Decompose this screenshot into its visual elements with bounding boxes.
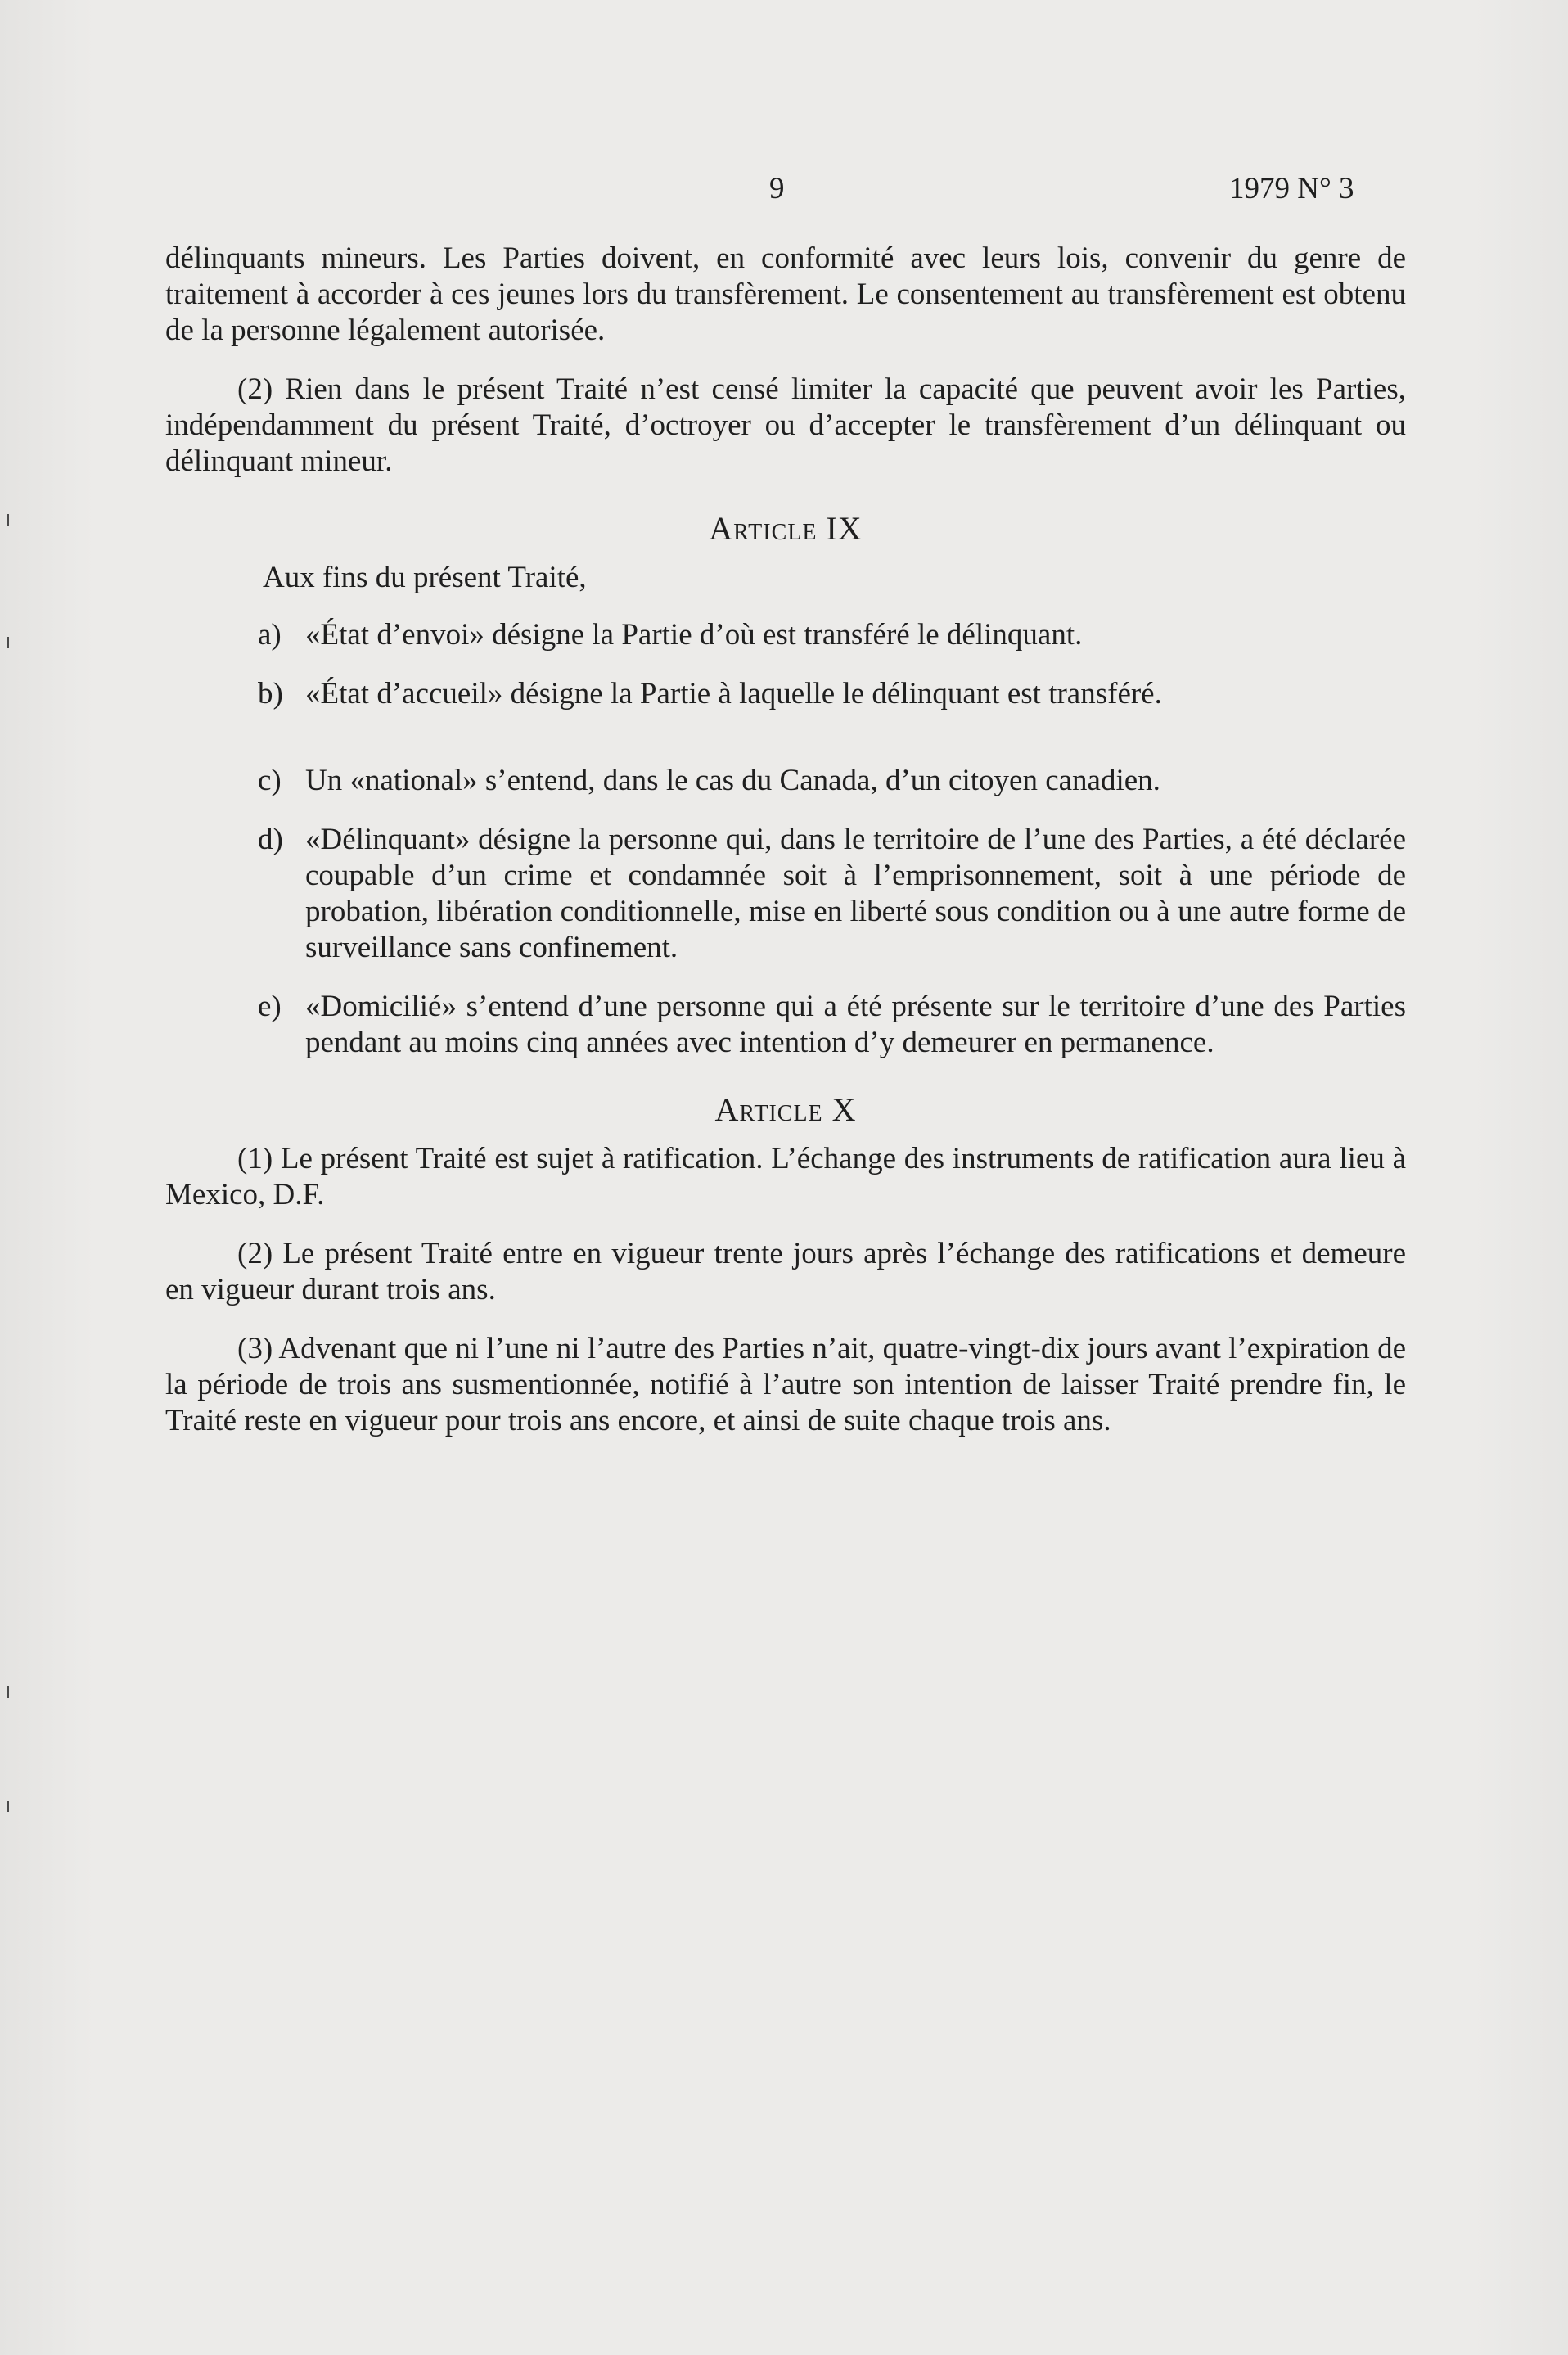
definition-item [258,989,1406,1061]
page-number: 9 [769,172,785,205]
definition-label: e) [258,990,282,1023]
paragraph: (2) Le présent Traité entre en vigueur trente jours après l’échange des ratifications et demeure en vigueur durant trois ans. [165,1237,1406,1306]
definition-item [258,822,1406,966]
article-heading: Article X [714,1091,857,1128]
scan-edge-mark [7,514,9,526]
paragraph: (3) Advenant que ni l’une ni l’autre des Parties n’ait, quatre-vingt-dix jours avant l’expiration de la période de trois ans susmentionnée, notifié à l’autre son intention de laisser Traité prendre fin, le Traité reste en vigueur pour trois ans encore, et ainsi de suite chaque trois ans. [165,1332,1406,1437]
definition-label: a) [258,618,282,652]
scan-edge-mark [7,1686,9,1698]
definition-text: «Domicilié» s’entend d’une personne qui a été présente sur le territoire d’une des Parties pendant au moins cinq années avec intention d’y demeurer en permanence. [305,990,1406,1059]
definition-label: d) [258,823,283,856]
document-reference: 1979 N° 3 [1229,172,1354,205]
paragraph: (1) Le présent Traité est sujet à ratification. L’échange des instruments de ratification aura lieu à Mexico, D.F. [165,1142,1406,1211]
definition-label: c) [258,764,282,797]
article-heading: Article IX [709,510,863,547]
paragraph: (2) Rien dans le présent Traité n’est censé limiter la capacité que peuvent avoir les Parties, indépendamment du présent Traité, d’octroyer ou d’accepter le transfèrement d’un délinquant ou délinquant mineur. [165,372,1406,478]
scan-edge-mark [7,1801,9,1812]
definition-item [258,763,1406,799]
definition-text: «État d’envoi» désigne la Partie d’où est transféré le délinquant. [305,618,1083,652]
page-header [0,169,1568,210]
article-intro: Aux fins du présent Traité, [263,561,587,594]
scan-edge-mark [7,637,9,648]
paragraph-continuation: délinquants mineurs. Les Parties doivent, en conformité avec leurs lois, convenir du genre de traitement à accorder à ces jeunes lors du transfèrement. Le consentement au transfèrement est obtenu de la personne légalement autorisée. [165,241,1406,347]
definition-text: «État d’accueil» désigne la Partie à laquelle le délinquant est transféré. [305,677,1162,711]
definition-item [258,617,1406,653]
definition-label: b) [258,677,283,711]
definition-item [258,676,1406,712]
definition-text: «Délinquant» désigne la personne qui, dans le territoire de l’une des Parties, a été déclarée coupable d’un crime et condamnée soit à l’emprisonnement, soit à une période de probation, libération conditionnelle, mise en liberté sous condition ou à une autre forme de surveillance sans confinement. [305,823,1406,964]
definition-text: Un «national» s’entend, dans le cas du Canada, d’un citoyen canadien. [305,764,1160,797]
document-body [165,241,1406,1462]
